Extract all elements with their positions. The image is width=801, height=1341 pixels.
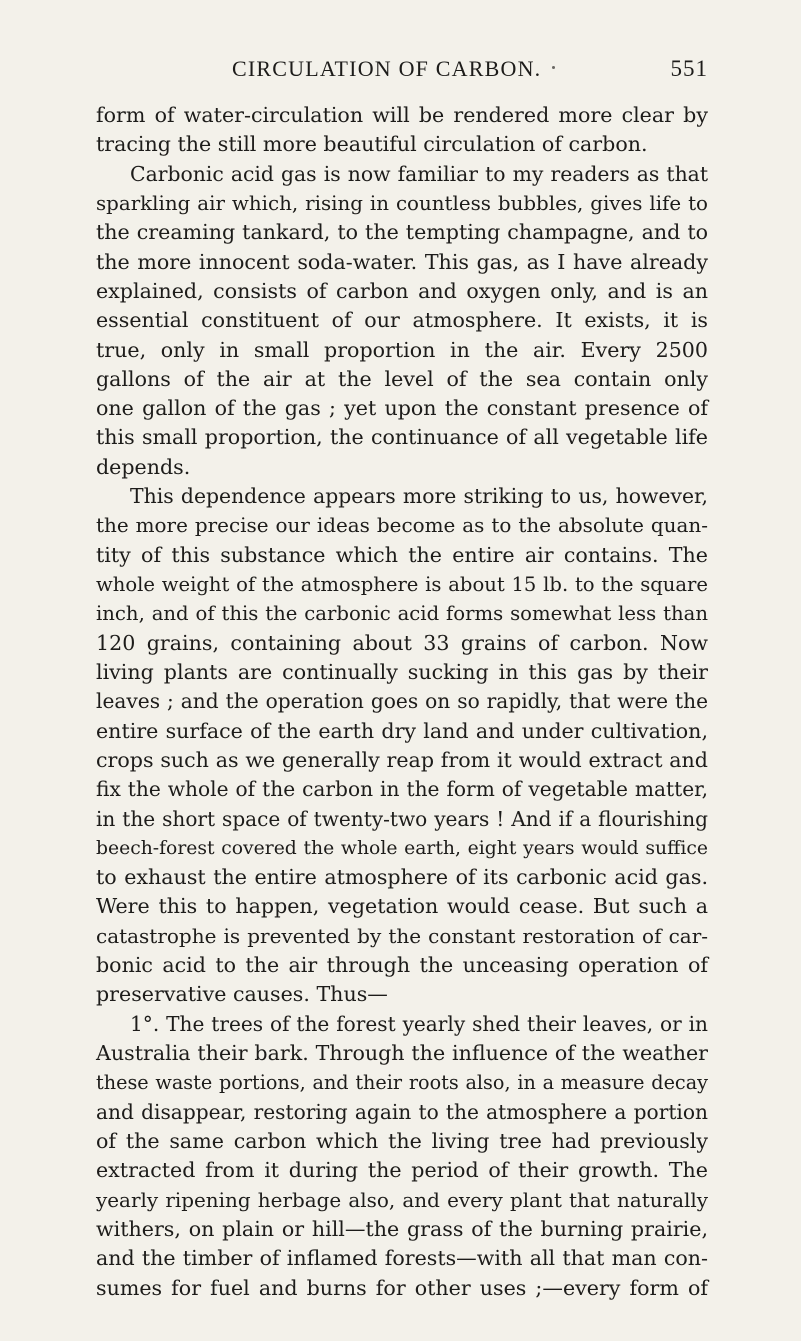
text-line: depends. (96, 454, 191, 479)
text-line: tity of this substance which the entire air contains. The (96, 542, 708, 567)
text-line: entire surface of the earth dry land and under cultivation, (96, 718, 708, 743)
paragraph-first-line: 1°. The trees of the forest yearly shed their leaves, or in (130, 1011, 708, 1036)
text-line: catastrophe is prevented by the constant restoration of car- (96, 923, 708, 948)
text-line: bonic acid to the air through the unceasing operation of (96, 953, 708, 978)
text-line: essential constituent of our atmosphere. It exists, it is (96, 308, 708, 333)
text-line: Were this to happen, vegetation would cease. But such a (96, 894, 708, 919)
text-line: 120 grains, containing about 33 grains of carbon. Now (96, 630, 708, 655)
text-line: tracing the still more beautiful circulation of carbon. (96, 132, 648, 157)
text-line: true, only in small proportion in the air. Every 2500 (96, 337, 708, 362)
text-line: leaves ; and the operation goes on so rapidly, that were the (96, 689, 708, 714)
text-line: whole weight of the atmosphere is about 15 lb. to the square (96, 573, 708, 596)
running-head (96, 56, 708, 86)
text-line: to exhaust the entire atmosphere of its carbonic acid gas. (96, 865, 708, 890)
page-number: 551 (670, 56, 708, 81)
paragraph-first-line: Carbonic acid gas is now familiar to my readers as that (130, 161, 708, 186)
text-line: fix the whole of the carbon in the form of vegetable matter, (96, 777, 708, 802)
text-line: inch, and of this the carbonic acid forms somewhat less than (96, 602, 708, 626)
text-line: Australia their bark. Through the influence of the weather (96, 1041, 708, 1065)
text-line: explained, consists of carbon and oxygen only, and is an (96, 278, 708, 303)
paragraph-first-line: This dependence appears more striking to us, however, (130, 484, 708, 509)
text-line: form of water-circulation will be rendered more clear by (96, 103, 708, 127)
text-line: these waste portions, and their roots also, in a measure decay (96, 1071, 708, 1095)
text-line: beech-forest covered the whole earth, eight years would suffice (96, 837, 708, 859)
text-line: the more precise our ideas become as to the absolute quan- (96, 513, 708, 538)
text-line: in the short space of twenty-two years ! And if a flourishing (96, 806, 708, 831)
running-title: CIRCULATION OF CARBON. (232, 56, 542, 81)
text-line: extracted from it during the period of their growth. The (96, 1158, 708, 1183)
text-line: preservative causes. Thus— (96, 982, 388, 1007)
text-line: and disappear, restoring again to the atmosphere a portion (96, 1099, 708, 1124)
paper-speck (552, 66, 555, 69)
text-line: the creaming tankard, to the tempting champagne, and to (96, 220, 708, 245)
text-line: living plants are continually sucking in this gas by their (96, 659, 708, 684)
text-line: gallons of the air at the level of the sea contain only (96, 366, 708, 391)
text-line: crops such as we generally reap from it would extract and (96, 747, 708, 772)
body-text (96, 101, 708, 1303)
text-line: the more innocent soda-water. This gas, as I have already (96, 249, 708, 274)
text-line: and the timber of inflamed forests—with all that man con- (96, 1246, 708, 1271)
text-line: of the same carbon which the living tree had previously (96, 1128, 708, 1153)
text-line: sumes for fuel and burns for other uses ;—every form of (96, 1275, 708, 1300)
text-line: yearly ripening herbage also, and every plant that naturally (96, 1187, 708, 1212)
text-line: one gallon of the gas ; yet upon the constant presence of (96, 396, 708, 421)
text-line: sparkling air which, rising in countless bubbles, gives life to (96, 191, 708, 215)
text-line: withers, on plain or hill—the grass of the burning prairie, (96, 1216, 708, 1241)
text-line: this small proportion, the continuance of all vegetable life (96, 425, 708, 450)
